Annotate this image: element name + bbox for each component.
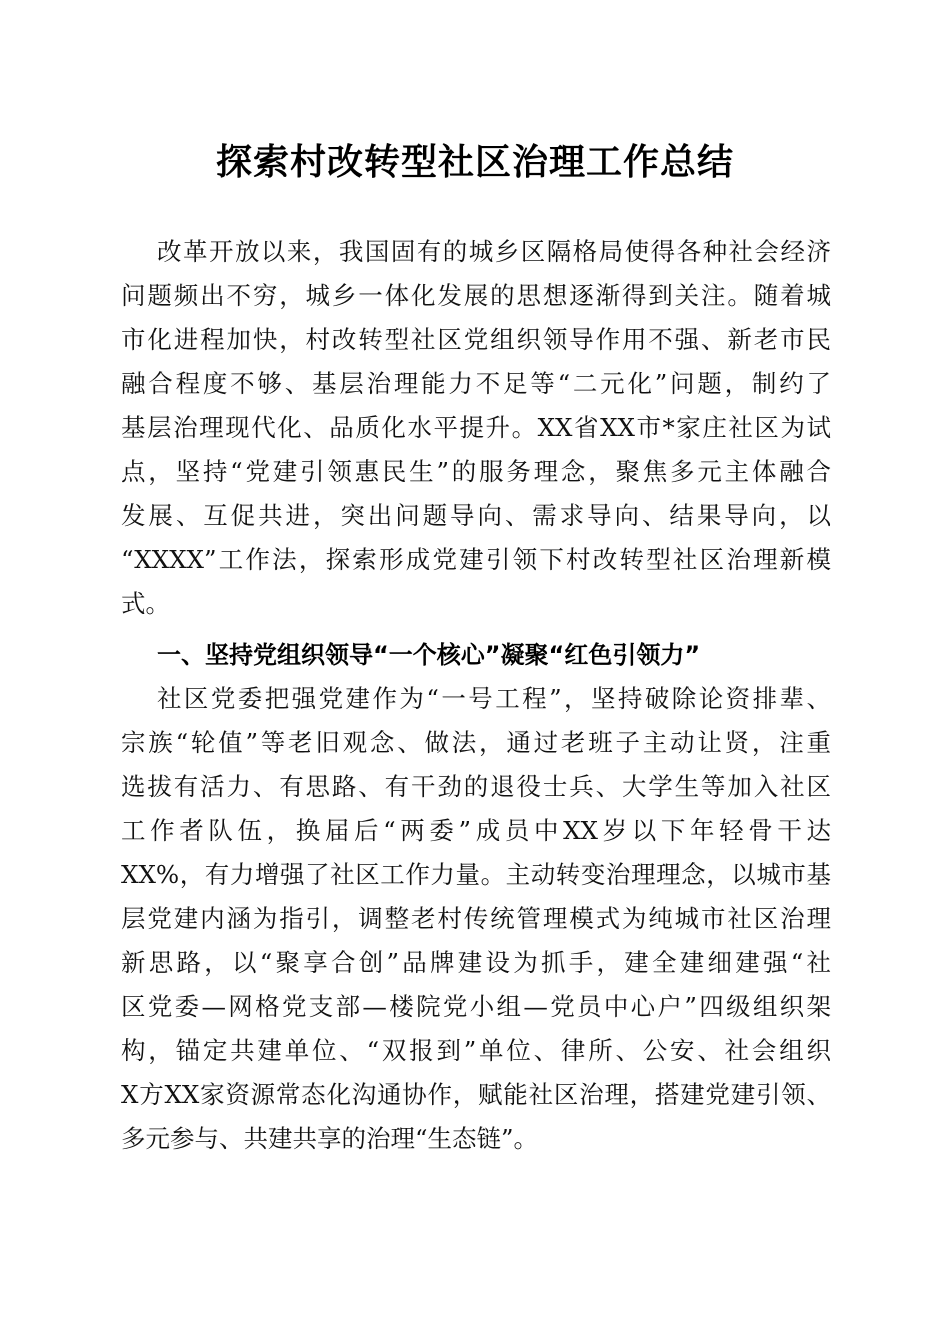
paragraph-line: 社区党委把强党建作为“一号工程”，坚持破除论资排辈、 [157,684,831,713]
section-paragraph [121,677,831,1161]
paragraph-line: 构，锚定共建单位、“双报到”单位、律所、公安、社会组织 [121,1036,831,1065]
paragraph-line: 基层治理现代化、品质化水平提升。XX省XX市*家庄社区为试 [121,413,831,442]
document-title: 探索村改转型社区治理工作总结 [215,141,734,183]
paragraph-line: 式。 [121,589,170,618]
section-heading: 一、坚持党组织领导“一个核心”凝聚“红色引领力” [157,641,701,669]
paragraph-line: 融合程度不够、基层治理能力不足等“二元化”问题，制约了 [121,369,831,398]
paragraph-line: 层党建内涵为指引，调整老村传统管理模式为纯城市社区治理 [121,904,831,933]
paragraph-line: 市化进程加快，村改转型社区党组织领导作用不强、新老市民 [121,325,831,354]
paragraph-line: “XXXX”工作法，探索形成党建引领下村改转型社区治理新模 [121,545,831,574]
paragraph-line: 选拔有活力、有思路、有干劲的退役士兵、大学生等加入社区 [121,772,831,801]
paragraph-line: 多元参与、共建共享的治理“生态链”。 [121,1124,539,1153]
paragraph-line: 发展、互促共进，突出问题导向、需求导向、结果导向，以 [121,501,831,530]
paragraph-line: 区党委—网格党支部—楼院党小组—党员中心户”四级组织架 [121,992,831,1021]
paragraph-line: XX%，有力增强了社区工作力量。主动转变治理理念，以城市基 [121,860,831,889]
paragraph-line: 工作者队伍，换届后“两委”成员中XX岁以下年轻骨干达 [121,816,831,845]
paragraph-line: 新思路，以“聚享合创”品牌建设为抓手，建全建细建强“社 [121,948,831,977]
paragraph-line: 问题频出不穷，城乡一体化发展的思想逐渐得到关注。随着城 [121,281,831,310]
paragraph-line: 点，坚持“党建引领惠民生”的服务理念，聚焦多元主体融合 [121,457,831,486]
paragraph-line: X方XX家资源常态化沟通协作，赋能社区治理，搭建党建引领、 [121,1080,831,1109]
paragraph-line: 改革开放以来，我国固有的城乡区隔格局使得各种社会经济 [157,237,831,266]
paragraph-line: 宗族“轮值”等老旧观念、做法，通过老班子主动让贤，注重 [121,728,831,757]
intro-paragraph [121,230,831,626]
